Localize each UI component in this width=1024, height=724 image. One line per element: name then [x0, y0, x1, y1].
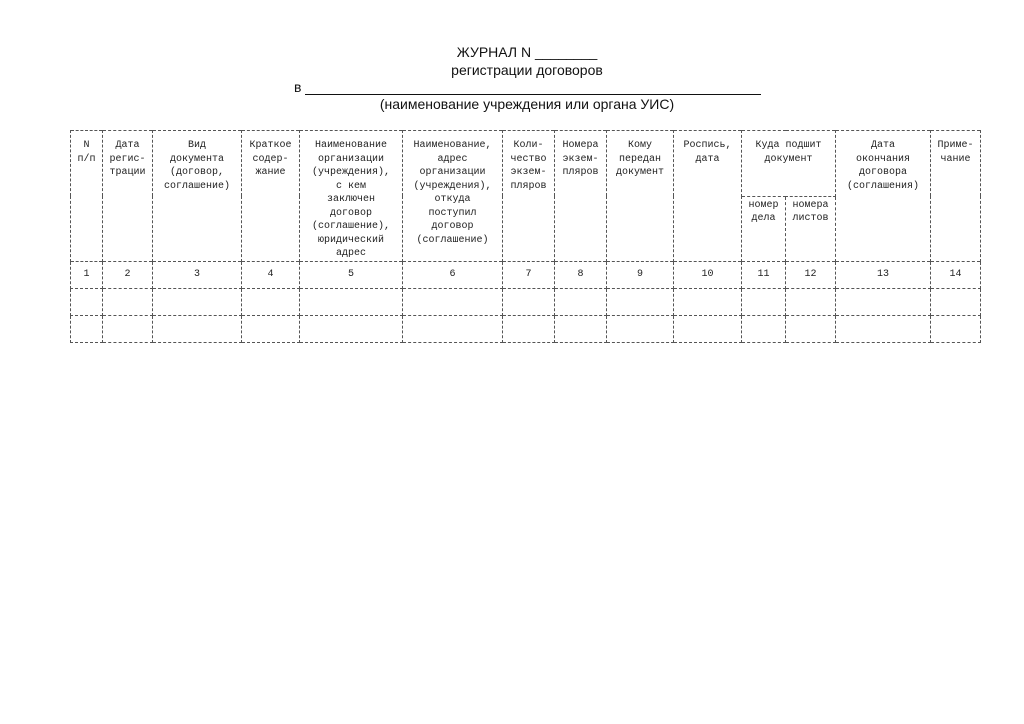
column-header-2: Дата регис- трации — [103, 131, 153, 262]
column-header-1: N п/п — [71, 131, 103, 262]
table-cell — [103, 315, 153, 342]
table-cell — [674, 288, 742, 315]
column-number: 14 — [931, 261, 981, 288]
column-number: 5 — [300, 261, 403, 288]
table-row — [71, 288, 981, 315]
table-row — [71, 315, 981, 342]
table-cell — [607, 315, 674, 342]
table-cell — [403, 288, 503, 315]
column-header-13: Дата окончания договора (соглашения) — [836, 131, 931, 262]
table-cell — [103, 288, 153, 315]
table-cell — [403, 315, 503, 342]
column-header-8: Номера экзем- пляров — [555, 131, 607, 262]
table-cell — [153, 288, 242, 315]
column-number-row — [71, 261, 981, 288]
column-number: 11 — [742, 261, 786, 288]
table-cell — [786, 315, 836, 342]
column-header-9: Кому передан документ — [607, 131, 674, 262]
table-cell — [836, 288, 931, 315]
column-number: 1 — [71, 261, 103, 288]
column-header-6: Наименование, адрес организации (учреждения), откуда поступил договор (соглашение) — [403, 131, 503, 262]
table-cell — [300, 288, 403, 315]
organization-blank — [305, 81, 761, 95]
column-group-header: Куда подшит документ — [742, 131, 836, 197]
journal-subtitle: регистрации договоров — [451, 62, 603, 78]
column-number: 6 — [403, 261, 503, 288]
table-cell — [555, 315, 607, 342]
table-cell — [503, 288, 555, 315]
table-cell — [607, 288, 674, 315]
table-cell — [836, 315, 931, 342]
column-number: 7 — [503, 261, 555, 288]
table-cell — [242, 315, 300, 342]
table-cell — [742, 288, 786, 315]
table-cell — [674, 315, 742, 342]
table-cell — [71, 315, 103, 342]
organization-prefix: в — [294, 79, 302, 95]
organization-line — [294, 79, 761, 95]
journal-title: ЖУРНАЛ N ________ — [456, 44, 598, 60]
table-cell — [153, 315, 242, 342]
table-cell — [242, 288, 300, 315]
table-cell — [742, 315, 786, 342]
table-cell — [931, 288, 981, 315]
column-number: 9 — [607, 261, 674, 288]
header-row — [71, 131, 981, 197]
column-header-14: Приме- чание — [931, 131, 981, 262]
column-header-5: Наименование организации (учреждения), с кем заключен договор (соглашение), юридический адрес — [300, 131, 403, 262]
table-cell — [786, 288, 836, 315]
table-cell — [71, 288, 103, 315]
column-number: 8 — [555, 261, 607, 288]
table-cell — [503, 315, 555, 342]
column-number: 12 — [786, 261, 836, 288]
column-number: 3 — [153, 261, 242, 288]
column-header-11: номер дела — [742, 196, 786, 261]
table-cell — [300, 315, 403, 342]
column-number: 10 — [674, 261, 742, 288]
column-number: 2 — [103, 261, 153, 288]
journal-header — [0, 0, 1024, 120]
column-header-4: Краткое содер- жание — [242, 131, 300, 262]
table-cell — [931, 315, 981, 342]
column-header-3: Вид документа (договор, соглашение) — [153, 131, 242, 262]
column-header-12: номера листов — [786, 196, 836, 261]
column-number: 4 — [242, 261, 300, 288]
table-cell — [555, 288, 607, 315]
column-number: 13 — [836, 261, 931, 288]
column-header-7: Коли- чество экзем- пляров — [503, 131, 555, 262]
column-header-10: Роспись, дата — [674, 131, 742, 262]
organization-caption: (наименование учреждения или органа УИС) — [379, 96, 675, 112]
journal-table — [70, 130, 981, 343]
